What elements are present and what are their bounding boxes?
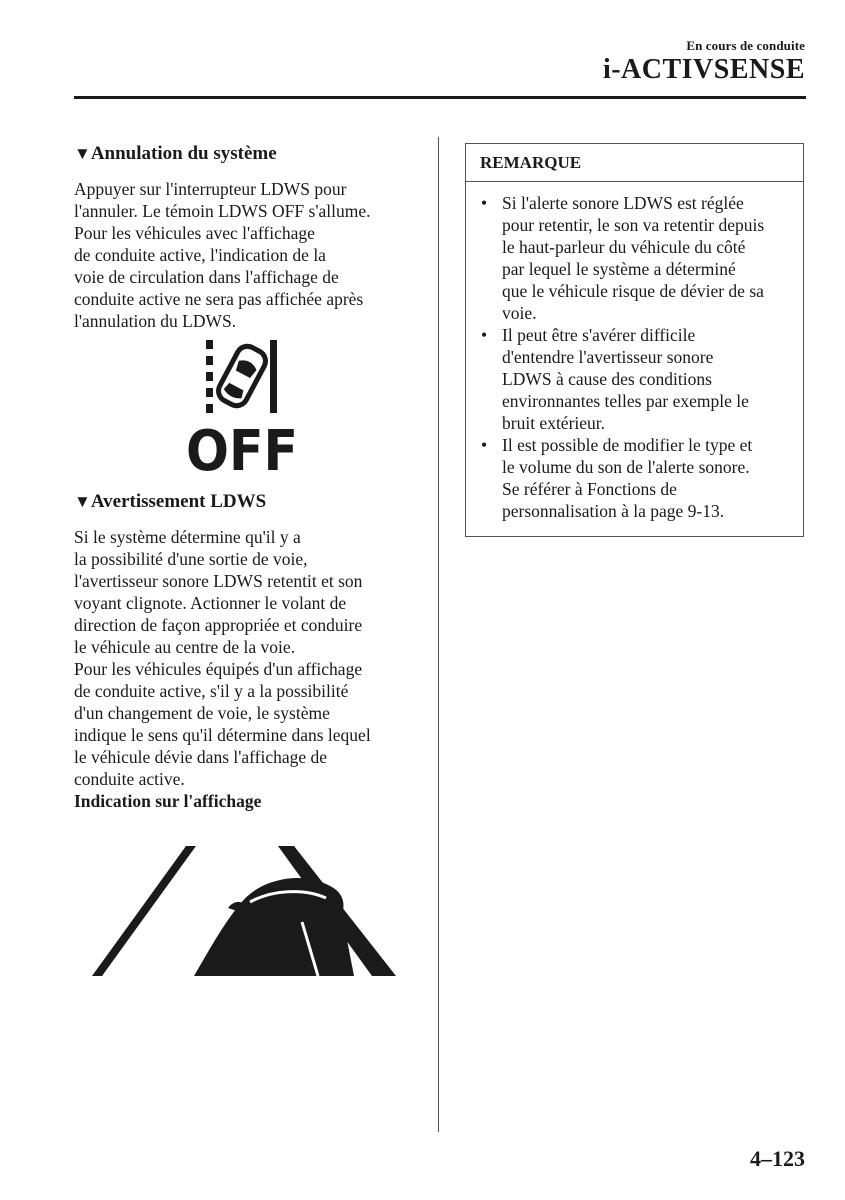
note-list: [466, 182, 803, 522]
section-annulation: [74, 140, 414, 332]
note-line: pour retentir, le son va retentir depuis: [502, 215, 765, 235]
text-line: d'un changement de voie, le système: [74, 703, 330, 723]
header-title: i-ACTIVSENSE: [602, 54, 805, 85]
text-line: l'avertisseur sonore LDWS retentit et son: [74, 571, 363, 591]
note-item: [481, 192, 803, 324]
note-line: par lequel le système a déterminé: [502, 259, 736, 279]
off-label: OFF: [186, 419, 298, 474]
text-line: l'annulation du LDWS.: [74, 311, 237, 331]
note-line: environnantes telles par exemple le: [502, 391, 749, 411]
remarque-note-box: [465, 143, 804, 537]
text-line: direction de façon appropriée et conduire: [74, 615, 363, 635]
note-line: le haut-parleur du véhicule du côté: [502, 237, 746, 257]
text-line: conduite active.: [74, 769, 185, 789]
text-line: voie de circulation dans l'affichage de: [74, 267, 339, 287]
note-line: Si l'alerte sonore LDWS est réglée: [502, 193, 744, 213]
note-title: REMARQUE: [466, 144, 803, 182]
text-line: Pour les véhicules avec l'affichage: [74, 223, 315, 243]
section-avertissement: [74, 488, 419, 812]
note-line: Se référer à Fonctions de: [502, 479, 677, 499]
note-line: d'entendre l'avertisseur sonore: [502, 347, 714, 367]
header-section-label: En cours de conduite: [686, 38, 805, 53]
left-lane-line: [92, 846, 196, 976]
text-line: de conduite active, l'indication de la: [74, 245, 326, 265]
text-line: le véhicule dévie dans l'affichage de: [74, 747, 328, 767]
text-line: Si le système détermine qu'il y a: [74, 527, 301, 547]
lane-departure-display-illustration: [90, 842, 398, 978]
text-line: Pour les véhicules équipés d'un affichage: [74, 659, 363, 679]
section-heading: [74, 140, 414, 168]
note-line: le volume du son de l'alerte sonore.: [502, 457, 750, 477]
note-line: bruit extérieur.: [502, 413, 606, 433]
text-line: indique le sens qu'il détermine dans lequel: [74, 725, 371, 745]
section-heading: [74, 488, 419, 516]
triangle-down-icon: ▼: [74, 144, 91, 163]
note-line: LDWS à cause des conditions: [502, 369, 712, 389]
note-item: [481, 324, 803, 434]
triangle-down-icon: ▼: [74, 492, 91, 511]
bullet-icon: •: [481, 193, 488, 213]
subheading: Indication sur l'affichage: [74, 791, 262, 811]
note-line: que le véhicule risque de dévier de sa: [502, 281, 764, 301]
section-paragraph: [74, 526, 419, 812]
text-line: conduite active ne sera pas affichée après: [74, 289, 364, 309]
header-rule: [74, 96, 806, 99]
page-number: 4–123: [750, 1146, 805, 1171]
note-item: [481, 434, 803, 522]
note-line: Il peut être s'avérer difficile: [502, 325, 696, 345]
section-heading-text: Annulation du système: [90, 143, 277, 164]
note-line: voie.: [502, 303, 537, 323]
text-line: le véhicule au centre de la voie.: [74, 637, 296, 657]
bullet-icon: •: [481, 325, 488, 345]
note-line: personnalisation à la page 9-13.: [502, 501, 725, 521]
text-line: Appuyer sur l'interrupteur LDWS pour: [74, 179, 347, 199]
text-line: voyant clignote. Actionner le volant de: [74, 593, 347, 613]
text-line: la possibilité d'une sortie de voie,: [74, 549, 308, 569]
section-heading-text: Avertissement LDWS: [90, 491, 267, 512]
ldws-off-indicator-icon: [182, 338, 302, 474]
text-line: l'annuler. Le témoin LDWS OFF s'allume.: [74, 201, 371, 221]
column-divider: [438, 137, 439, 1132]
text-line: de conduite active, s'il y a la possibilité: [74, 681, 349, 701]
bullet-icon: •: [481, 435, 488, 455]
note-line: Il est possible de modifier le type et: [502, 435, 753, 455]
section-paragraph: [74, 178, 414, 332]
